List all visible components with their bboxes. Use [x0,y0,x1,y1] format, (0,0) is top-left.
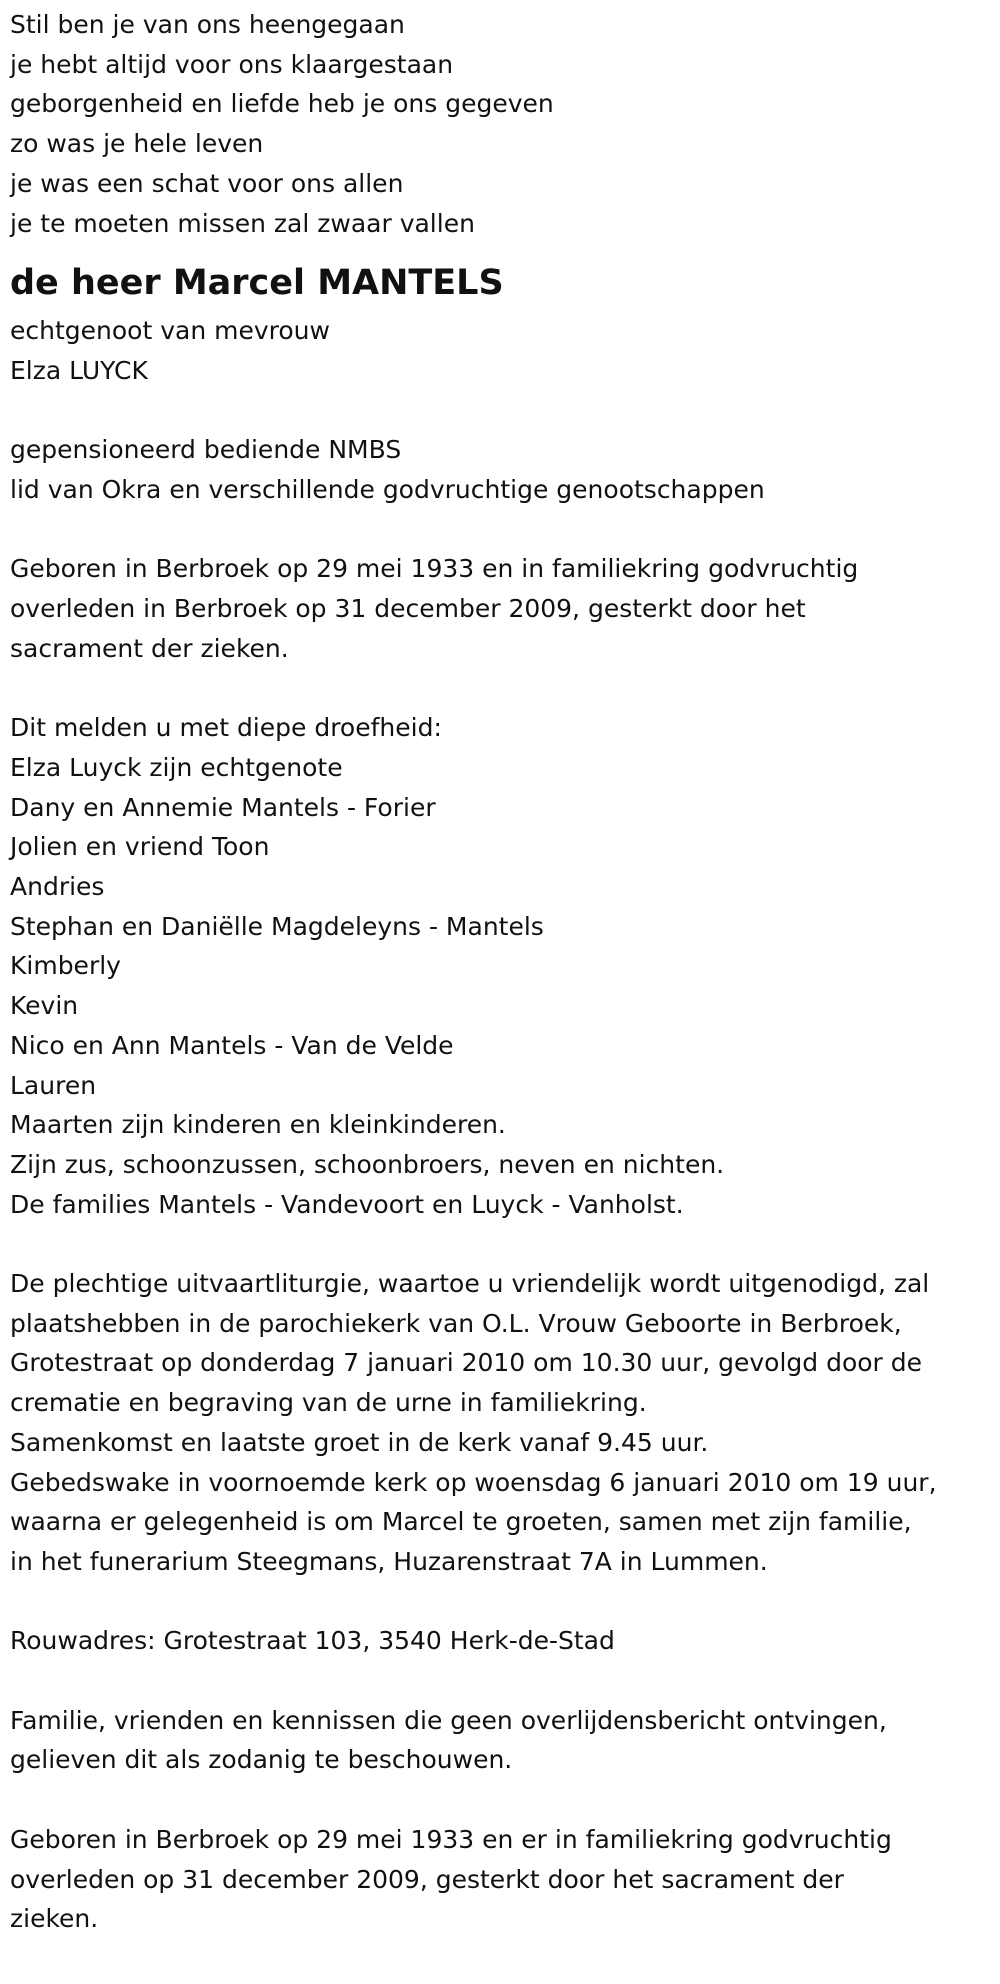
family-member: De families Mantels - Vandevoort en Luyck - Vanholst. [10,1189,684,1219]
paragraph-line: overleden in Berbroek op 31 december 2009, gesterkt door het [10,594,806,624]
birth-death-paragraph [10,549,995,668]
poem-line: zo was je hele leven [10,129,264,159]
poem-line: geborgenheid en liefde heb je ons gegeven [10,89,554,119]
family-member: Maarten zijn kinderen en kleinkinderen. [10,1110,506,1140]
ceremony-paragraph [10,1264,995,1582]
paragraph-line: zieken. [10,1904,99,1934]
paragraph-line: Familie, vrienden en kennissen die geen overlijdensbericht ontvingen, [10,1705,887,1735]
notice-paragraph [10,1701,995,1780]
spouse-info [10,311,995,390]
obituary-document [10,5,995,1939]
paragraph-line: waarna er gelegenheid is om Marcel te groeten, samen met zijn familie, [10,1507,912,1537]
paragraph-line: Grotestraat op donderdag 7 januari 2010 om 10.30 uur, gevolgd door de [10,1348,923,1378]
poem [10,5,995,243]
poem-line: je hebt altijd voor ons klaargestaan [10,49,454,79]
paragraph-line: sacrament der zieken. [10,633,289,663]
mourning-address [10,1621,995,1661]
family-list [10,708,995,1224]
spouse-line: echtgenoot van mevrouw [10,316,330,346]
occupation-line: lid van Okra en verschillende godvruchtige genootschappen [10,475,765,505]
deceased-name: de heer Marcel MANTELS [10,263,504,304]
family-member: Kimberly [10,951,121,981]
paragraph-line: overleden op 31 december 2009, gesterkt door het sacrament der [10,1864,844,1894]
paragraph-line: Geboren in Berbroek op 29 mei 1933 en in familiekring godvruchtig [10,554,859,584]
family-member: Andries [10,872,105,902]
paragraph-line: De plechtige uitvaartliturgie, waartoe u vriendelijk wordt uitgenodigd, zal [10,1269,930,1299]
paragraph-line: plaatshebben in de parochiekerk van O.L. Vrouw Geboorte in Berbroek, [10,1308,902,1338]
paragraph-line: gelieven dit als zodanig te beschouwen. [10,1745,513,1775]
paragraph-line: Gebedswake in voornoemde kerk op woensdag 6 januari 2010 om 19 uur, [10,1467,937,1497]
spouse-name: Elza LUYCK [10,355,148,385]
occupation [10,430,995,509]
paragraph-line: crematie en begraving van de urne in familiekring. [10,1388,647,1418]
paragraph-line: Samenkomst en laatste groet in de kerk vanaf 9.45 uur. [10,1427,709,1457]
closing-paragraph [10,1820,995,1939]
poem-line: je te moeten missen zal zwaar vallen [10,208,475,238]
family-member: Jolien en vriend Toon [10,832,270,862]
poem-line: Stil ben je van ons heengegaan [10,10,405,39]
family-member: Kevin [10,991,79,1021]
family-intro: Dit melden u met diepe droefheid: [10,713,442,743]
family-member: Nico en Ann Mantels - Van de Velde [10,1030,454,1060]
family-member: Stephan en Daniëlle Magdeleyns - Mantels [10,911,544,941]
family-member: Dany en Annemie Mantels - Forier [10,792,436,822]
poem-line: je was een schat voor ons allen [10,168,404,198]
family-member: Elza Luyck zijn echtgenote [10,752,343,782]
paragraph-line: in het funerarium Steegmans, Huzarenstraat 7A in Lummen. [10,1546,768,1576]
occupation-line: gepensioneerd bediende NMBS [10,435,402,465]
address-line: Rouwadres: Grotestraat 103, 3540 Herk-de-Stad [10,1626,615,1656]
family-member: Zijn zus, schoonzussen, schoonbroers, neven en nichten. [10,1149,725,1179]
family-member: Lauren [10,1070,97,1100]
paragraph-line: Geboren in Berbroek op 29 mei 1933 en er in familiekring godvruchtig [10,1824,892,1854]
